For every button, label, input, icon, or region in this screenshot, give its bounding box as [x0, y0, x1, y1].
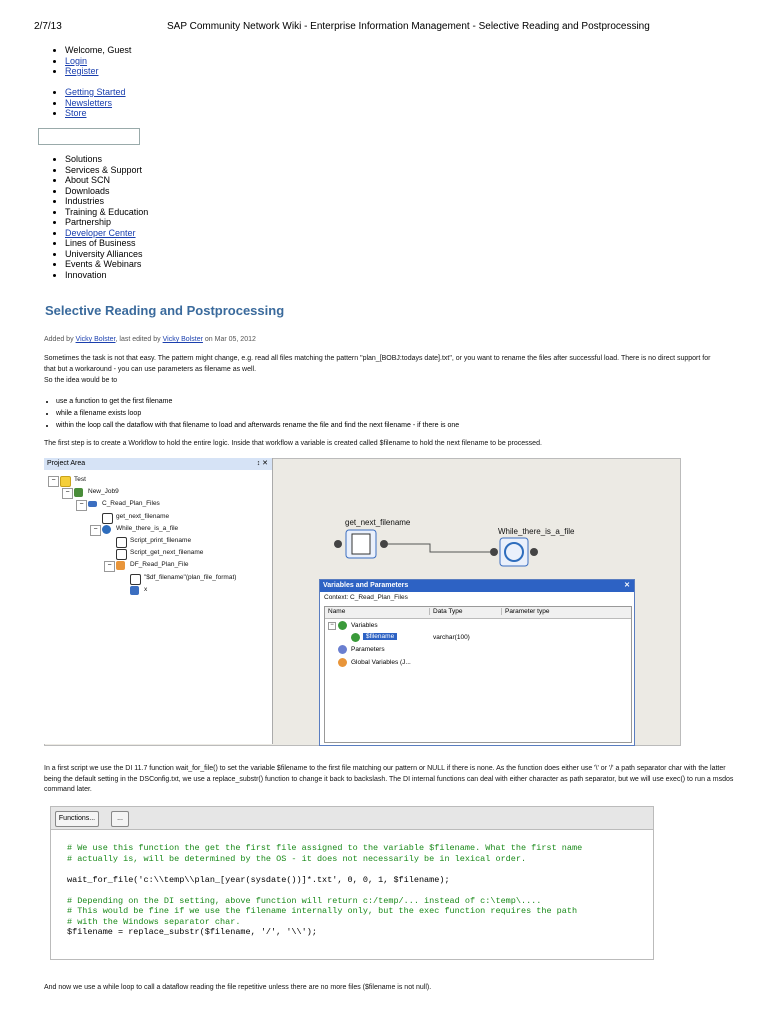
tree-item[interactable]: Test [74, 476, 86, 483]
main-menu-label[interactable]: Training & Education [65, 206, 149, 217]
variables-grid [324, 606, 632, 743]
code-line: # actually is, will be determined by the OS - it does not necessarily be in lexical order. [67, 853, 527, 864]
collapse-icon[interactable]: − [48, 476, 59, 487]
getting-started-link[interactable]: Getting Started [65, 87, 126, 97]
paragraph-2: The first step is to create a Workflow to hold the entire logic. Inside that workflow a variable is created called $filename to hold the next filename to be processed. [44, 440, 542, 447]
main-menu-label[interactable]: Solutions [65, 154, 103, 164]
tree-item[interactable]: While_there_is_a_file [116, 525, 179, 532]
script-editor [50, 806, 654, 960]
main-menu-label[interactable]: Innovation [65, 269, 107, 280]
main-menu-label[interactable]: Partnership [65, 217, 112, 227]
main-menu-label[interactable]: Industries [65, 196, 105, 206]
main-menu-item[interactable] [65, 196, 148, 207]
main-menu-label[interactable]: Events & Webinars [65, 259, 142, 269]
functions-button[interactable]: Functions... [55, 811, 99, 827]
register-link[interactable]: Register [65, 66, 99, 76]
row-name[interactable]: Global Variables (J... [351, 659, 411, 666]
main-menu-item[interactable] [65, 165, 148, 176]
variables-icon [338, 621, 347, 630]
variables-parameters-panel [319, 579, 635, 746]
collapse-icon[interactable]: − [90, 525, 101, 536]
tree-item[interactable]: Script_print_filename [130, 537, 192, 544]
info-links [54, 87, 126, 119]
workflow-icon [88, 501, 97, 507]
collapse-icon[interactable]: − [328, 622, 336, 630]
collapse-icon[interactable]: − [104, 561, 115, 572]
code-line: $filename = replace_substr($filename, '/', '\\'); [67, 927, 317, 937]
row-name[interactable]: $filename [363, 633, 397, 640]
code-line [67, 864, 651, 875]
job-icon [74, 488, 83, 497]
main-menu-item[interactable] [65, 259, 148, 270]
main-menu-item[interactable] [65, 270, 148, 281]
meta-date: on Mar 05, 2012 [204, 336, 256, 343]
main-menu-label[interactable]: About SCN [65, 175, 111, 185]
editor-toolbar [51, 807, 653, 830]
folder-icon [60, 476, 71, 487]
code-line: # with the Windows separator char. [67, 916, 241, 927]
query-icon [130, 586, 139, 595]
editor-link[interactable]: Vicky Bolster [162, 336, 203, 343]
main-menu-item[interactable] [65, 217, 148, 228]
panel-header [320, 580, 634, 592]
article-meta [44, 335, 256, 346]
tree-item[interactable]: "$df_filename"(plan_file_format) [144, 574, 237, 581]
tree-item[interactable]: New_Job9 [88, 488, 119, 495]
column-header[interactable]: Name [328, 608, 346, 615]
column-header[interactable]: Data Type [429, 608, 463, 615]
welcome-text: • Welcome, Guest [65, 45, 131, 56]
meta-added-by: Added by [44, 336, 74, 343]
tree-item[interactable]: DF_Read_Plan_File [130, 561, 189, 568]
file-format-icon [130, 574, 141, 585]
grid-header [325, 607, 631, 619]
main-menu-item[interactable] [65, 228, 148, 239]
global-variables-icon [338, 658, 347, 667]
main-menu-label[interactable]: Services & Support [65, 164, 143, 175]
row-name[interactable]: Variables [351, 622, 378, 629]
script-icon [116, 549, 127, 560]
code-line: # This would be fine if we use the filename internally only, but the exec function requires the path [67, 906, 578, 916]
collapse-icon[interactable]: − [76, 500, 87, 511]
connector-icon [334, 540, 342, 548]
paragraph-1: Sometimes the task is not that easy. The pattern might change, e.g. read all files matching the pattern "plan_[BOBJ:todays date].txt", or you want to rename the files after successful load. There is no direct support for that but a workaround - you can use parameters as filename as well. [44, 355, 711, 373]
script-icon [102, 513, 113, 524]
newsletters-link[interactable]: Newsletters [65, 97, 113, 108]
print-date: 2/7/13 [34, 21, 62, 32]
code-line [67, 885, 651, 896]
row-type: varchar(100) [433, 634, 470, 641]
main-menu-item[interactable] [65, 238, 148, 249]
project-area-title: Project Area [47, 460, 86, 467]
main-menu-item[interactable] [65, 154, 148, 165]
context-label: Context: C_Read_Plan_Files [324, 594, 408, 601]
paragraph-4: And now we use a while loop to call a dataflow reading the file repetitive unless there are no more files ($filename is not null). [44, 984, 432, 991]
main-menu-item[interactable] [65, 249, 148, 260]
main-menu-label[interactable]: Downloads [65, 185, 110, 196]
paragraph-1b: So the idea would be to [44, 377, 118, 384]
tree-item[interactable]: C_Read_Plan_Files [102, 500, 160, 507]
connector-icon [490, 548, 498, 556]
connector-icon [380, 540, 388, 548]
script-page-icon [352, 534, 370, 554]
user-links [54, 45, 131, 77]
search-input[interactable] [38, 128, 140, 145]
idea-bullets [44, 396, 459, 432]
script-icon [116, 537, 127, 548]
author-link[interactable]: Vicky Bolster [75, 336, 116, 343]
main-menu [54, 154, 148, 280]
page-header-title: SAP Community Network Wiki - Enterprise Information Management - Selective Reading and Postprocessing [167, 21, 650, 32]
while-loop-icon [102, 525, 111, 534]
bullet-item: • within the loop call the dataflow with that filename to load and afterwards rename the file and find the next filename - if there is one [56, 420, 459, 432]
main-menu-label[interactable]: Lines of Business [65, 238, 136, 248]
bullet-item: • use a function to get the first filename [56, 396, 459, 408]
main-menu-item[interactable] [65, 175, 148, 186]
close-icon[interactable]: ✕ [624, 582, 630, 589]
store-link[interactable]: Store [65, 108, 87, 118]
code-line: # We use this function the get the first file assigned to the variable $filename. What the first name [67, 843, 583, 853]
login-link[interactable]: Login [65, 55, 88, 66]
panel-controls-icon[interactable]: ↕ ✕ [256, 460, 268, 467]
collapse-icon[interactable]: − [62, 488, 73, 499]
parameters-icon [338, 645, 347, 654]
main-menu-item[interactable] [65, 207, 148, 218]
code-line: wait_for_file('c:\\temp\\plan_[year(sysdate())]*.txt', 0, 0, 1, $filename); [67, 874, 450, 885]
variable-icon [351, 633, 360, 642]
project-area-header [44, 458, 272, 470]
paragraph-3: In a first script we use the DI 11.7 function wait_for_file() to set the variable $filename to the first file matching our pattern or NULL if there is none. As the function does either use '\' or '/' a path separator char with the latter being the default setting in the DSConfig.txt, we use a replace_substr() function to change it back to backslash. The DI internal functions can deal with either character as path separator, but we will use exec() to run a msdos command later. [44, 765, 734, 793]
row-name[interactable]: Parameters [351, 646, 385, 653]
code-area[interactable] [67, 843, 651, 938]
tree-item[interactable]: x [144, 586, 148, 593]
node-label: get_next_filename [345, 518, 411, 527]
project-area-panel [44, 458, 273, 744]
dataflow-icon [116, 561, 125, 570]
main-menu-label[interactable]: University Alliances [65, 248, 143, 259]
main-menu-label[interactable]: Developer Center [65, 227, 136, 238]
node-label: While_there_is_a_file [498, 527, 575, 536]
flow-line [388, 544, 490, 552]
tree-item[interactable]: get_next_filename [116, 513, 170, 520]
tree-item[interactable]: Script_get_next_filename [130, 549, 204, 556]
panel-title: Variables and Parameters [323, 582, 409, 589]
code-line: # Depending on the DI setting, above function will return c:/temp/... instead of c:\temp\.... [67, 895, 542, 906]
connector-icon [530, 548, 538, 556]
column-header[interactable]: Parameter type [501, 608, 549, 615]
bullet-item: • while a filename exists loop [56, 408, 459, 420]
meta-edited: , last edited by [115, 336, 161, 343]
main-menu-item[interactable] [65, 186, 148, 197]
more-button[interactable]: ... [111, 811, 129, 827]
article-title: Selective Reading and Postprocessing [45, 303, 285, 318]
